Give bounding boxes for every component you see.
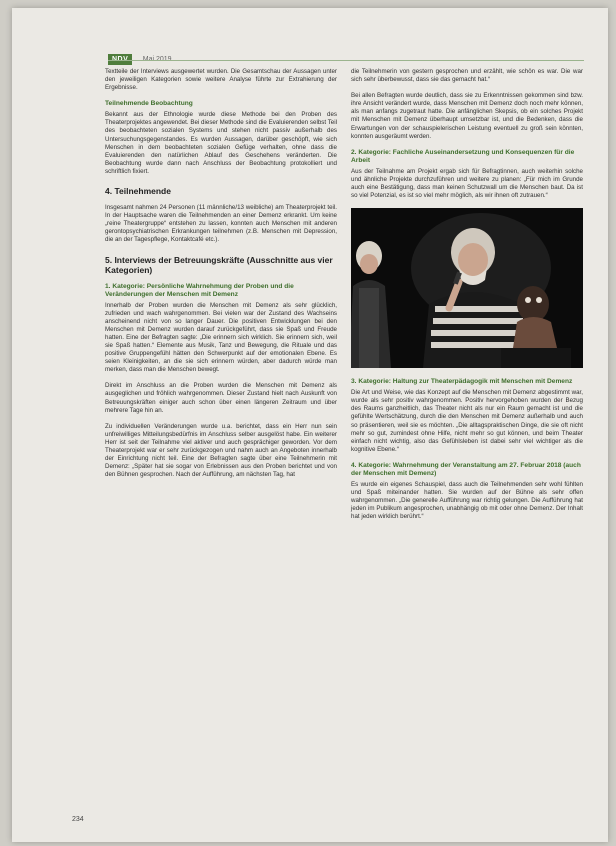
subheading: 2. Kategorie: Fachliche Auseinandersetzung und Konsequenzen für die Arbeit <box>351 148 575 164</box>
page-header <box>108 48 172 66</box>
document-page <box>12 8 608 842</box>
paragraph: Bei allen Befragten wurde deutlich, dass sie zu Erkenntnissen gekommen sind bzw. ihre Ansicht verändert wurde, dass Menschen mit Demenz doch noch mehr können, als man anfangs zugetraut hatte. Die anfänglichen Skepsis, ob ein solches Projekt mit Menschen mit Demenz überhaupt umsetzbar ist, und die Bedenken, dass die Erwartungen von der schauspielerischen Leistung eventuell zu groß sein könnten, konnten ausgeräumt werden. <box>351 92 583 140</box>
paragraph: Die Art und Weise, wie das Konzept auf die Menschen mit Demenz abgestimmt war, wurde als sehr positiv wahrgenommen. Positiv hervorgehoben wurden der Bezug des Raums ganzheitlich, das Theater nicht als nur ein Raum gemacht ist und die gefühlte Wertschätzung, durch die den Menschen mit Demenz außerhalb und auch so präsentieren, weil sie es möchten. „Die alltagspraktischen Dinge, die sie oft nicht mehr so gut, zumindest ohne Hilfe, nicht mehr so gut können, und beim Theater einfach nicht wichtig, also das Gefühlsleben ist dabei sehr viel wichtiger als die kognitive Ebene.“ <box>351 389 583 453</box>
subheading: Teilnehmende Beobachtung <box>105 100 193 108</box>
theater-photo <box>351 208 583 368</box>
page-number: 234 <box>72 816 84 823</box>
paragraph: Insgesamt nahmen 24 Personen (11 männliche/13 weibliche) am Theaterprojekt teil. In der Hauptsache waren die Teilnehmenden an einer Demenz erkrankt. Um keine „reine Theatergruppe“ entstehen zu lassen, konnten auch Menschen mit anderen gerontopsychiatrischen Erkrankungen teilnehmen (z.B. Menschen mit Depression, die an der Tagespflege, Kontaktcafé etc.). <box>105 204 337 244</box>
left-column <box>105 68 337 487</box>
subheading: 4. Kategorie: Wahrnehmung der Veranstaltung am 27. Februar 2018 (auch der Menschen mit Demenz) <box>351 461 581 477</box>
paragraph: Textteile der Interviews ausgewertet wurden. Die Gesamtschau der Aussagen unter den jeweiligen Kategorien sowie weitere Analyse führte zur Extrahierung der Ergebnisse. <box>105 68 337 92</box>
paragraph: Aus der Teilnahme am Projekt ergab sich für Befragtinnen, auch weiterhin solche und ähnliche Projekte durchzuführen und weitere zu planen: „Für mich im Grunde auch eine Bestätigung, dass man keinen Schutzwall um die Menschen baut. Da ist so viel Potenzial, es ist so viel mehr möglich, als wir ihnen oft zutrauen.“ <box>351 167 583 200</box>
stage-scene-illustration <box>351 208 583 368</box>
subheading: 1. Kategorie: Persönliche Wahrnehmung der Proben und die Veränderungen der Menschen mit Demenz <box>105 282 294 298</box>
paragraph: Es wurde ein eigenes Schauspiel, dass auch die Teilnehmenden sehr wohl fühlten und Spaß miteinander hatten. Sie wurden auf der Bühne als sehr offen wahrgenommen. „Die generelle Aufführung war richtig gelungen. Die Aufführung hat jeden im Publikum angesprochen, unabhängig ob mit oder ohne Demenz. Der Inhalt hat jeden wirklich berührt.“ <box>351 480 583 521</box>
right-column <box>351 68 583 529</box>
subheading: 3. Kategorie: Haltung zur Theaterpädagogik mit Menschen mit Demenz <box>351 378 573 386</box>
section-heading: 5. Interviews der Betreuungskräfte (Ausschnitte aus vier Kategorien) <box>105 254 333 275</box>
paragraph: Innerhalb der Proben wurden die Menschen mit Demenz als sehr glücklich, zufrieden und wach wahrgenommen. Bei vielen war der Zustand des Wachseins anscheinend nicht von so langer Dauer. Die positiven Entwicklungen bei den Menschen mit Demenz wurden darauf zurückgeführt, dass sie Spaß und Freude hatten. Eine der Befragten sagte: „Die erinnern sich wirklich. Sie erinnern sich, weil sie Spaß hatten.“ Elemente aus Musik, Tanz und Bewegung, die Rituale und das positive Gruppengefühl hätten den Schwerpunkt auf der emotionalen Ebene. Es seien Kleinigkeiten, an die sie sich erinnern würden, aber dadurch würde man merken, dass man die Menschen bewegt. <box>105 301 337 374</box>
paragraph: Zu individuellen Veränderungen wurde u.a. berichtet, dass ein Herr nun sein unfreiwilliges Mitteilungsbedürfnis im Anschluss selber ausgelöst habe. Ein weiterer Herr ist seit der Teilnahme viel aktiver und auch gesprächiger geworden. Vor dem Theaterprojekt war er sehr zurückgezogen und nahm auch an Angeboten innerhalb der Einrichtung nicht teil. Eine der Befragten sagte über eine Teilnehmerin mit Demenz: „Später hat sie sogar von Erlebnissen aus den Proben berichtet und von den Bühnen gesprochen. Nach der Aufführung, am nächsten Tag, hat <box>105 422 337 479</box>
section-heading: 4. Teilnehmende <box>105 186 171 197</box>
header-divider <box>108 60 584 61</box>
paragraph: die Teilnehmerin von gestern gesprochen und erzählt, wie schön es war. Die war sich sehr überbewusst, dass sie das gemacht hat.“ <box>351 68 583 84</box>
paragraph: Bekannt aus der Ethnologie wurde diese Methode bei den Proben des Theaterprojektes angewendet. Bei dieser Methode sind die Evaluierenden selbst Teil des beobachteten sozialen Systems und stehen nicht passiv außerhalb des Untersuchungsgegenstandes. Es wurden Aussagen, darüber geschöpft, wie sich Menschen in dem beobachteten sozialen Gefüge verhalten, ohne dass die Evaluierenden den natürlichen Ablauf des Geschehens veränderten. Die Beobachtung wurde dann nach Anschluss der Beobachtung protokolliert und schriftlich fixiert. <box>105 111 337 175</box>
paragraph: Direkt im Anschluss an die Proben wurden die Menschen mit Demenz als ausgeglichen und fröhlich wahrgenommen. Dieser Zustand hielt nach Auskunft von Betreuungskräften einiger auch schon über einen längeren Zeitraum und über mehrere Tage hin an. <box>105 382 337 414</box>
